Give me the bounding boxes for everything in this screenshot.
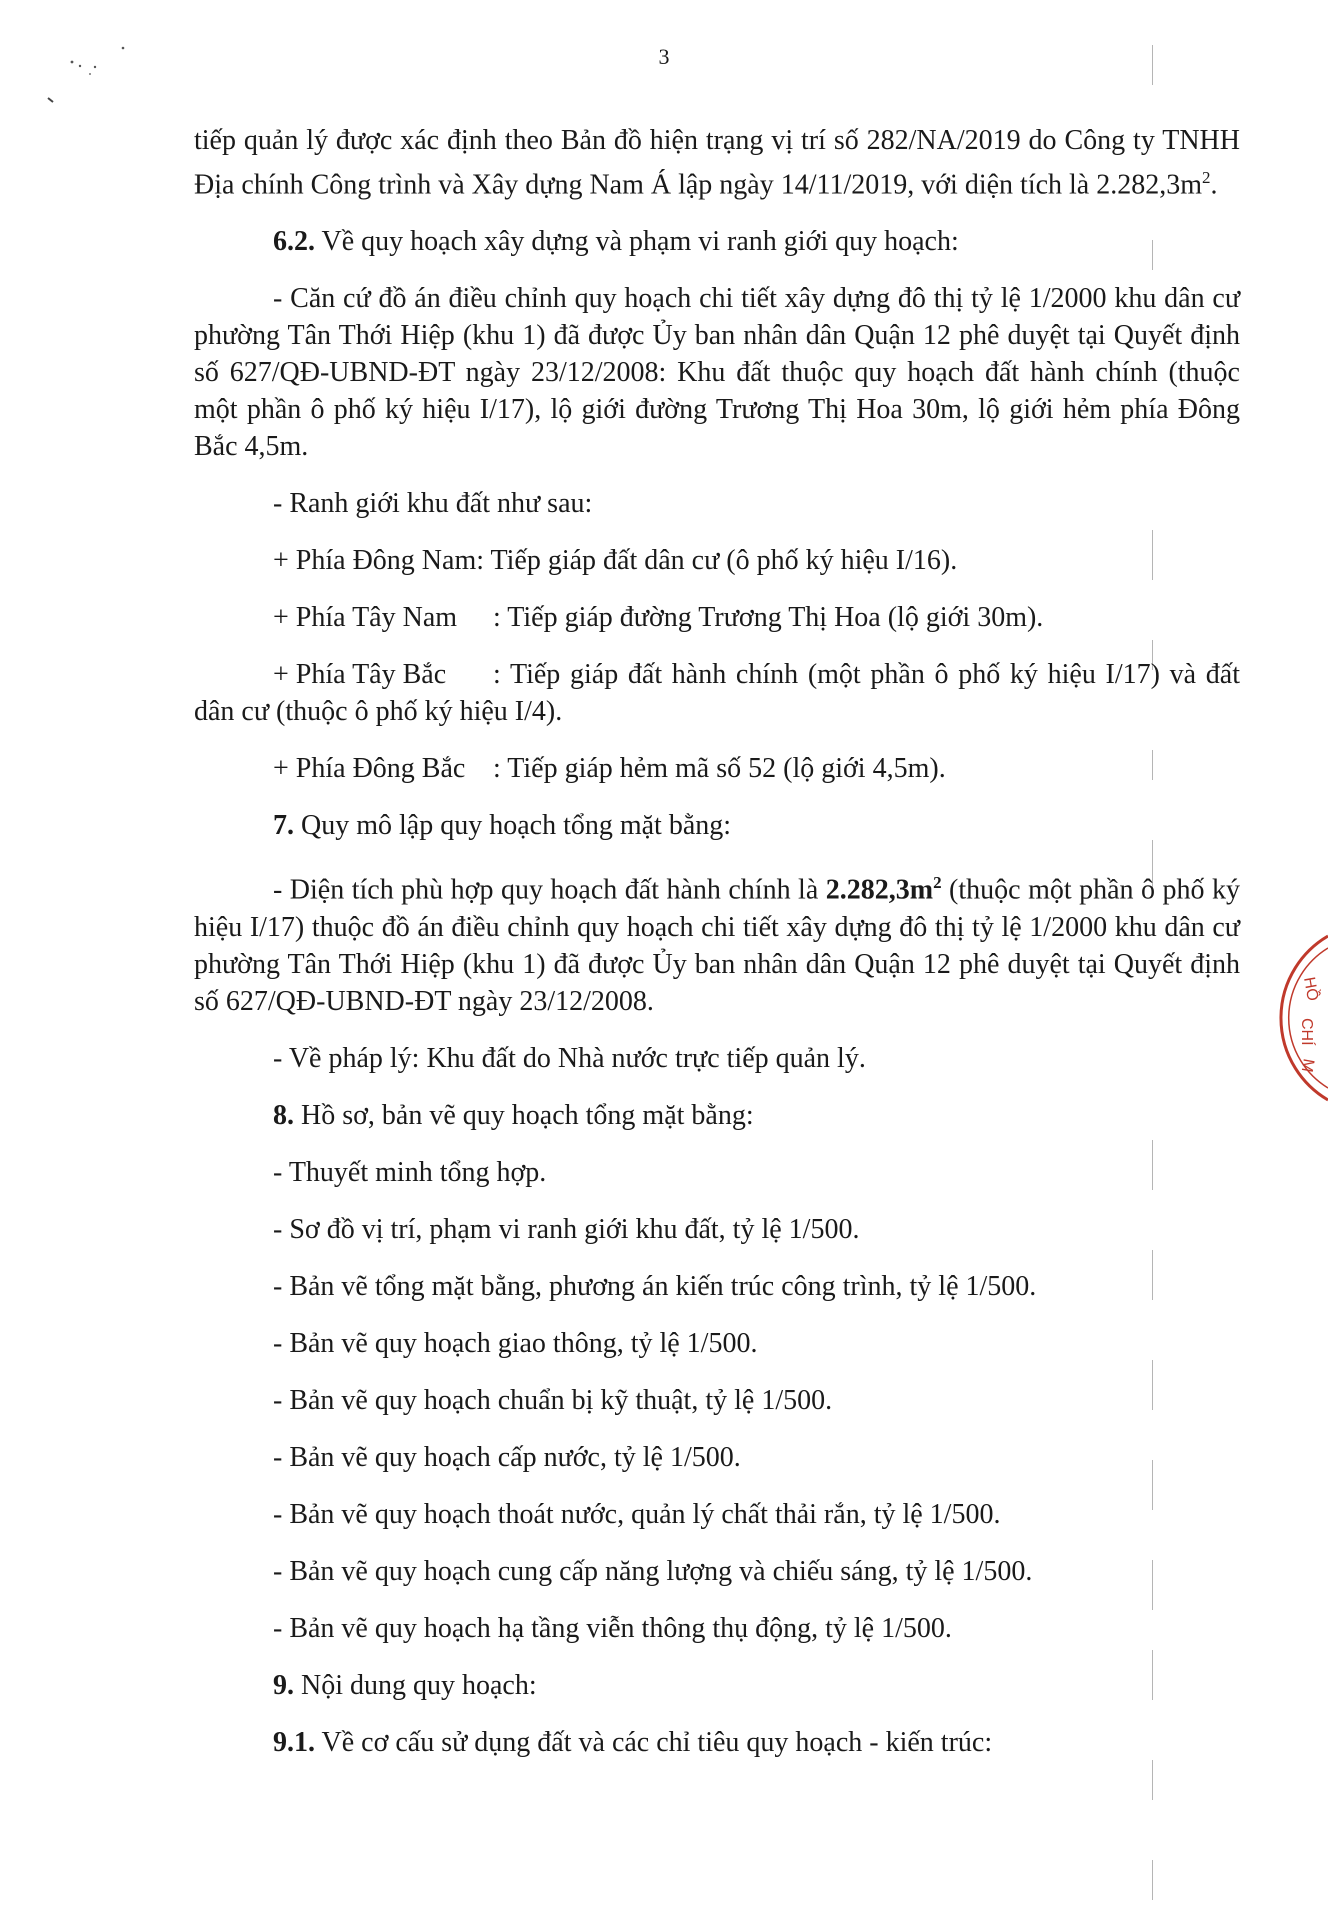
section-8-number: 8.	[273, 1099, 294, 1131]
section-9-1-title: Về cơ cấu sử dụng đất và các chỉ tiêu quy hoạch - kiến trúc:	[315, 1726, 993, 1758]
section-8-item: - Sơ đồ vị trí, phạm vi ranh giới khu đất, tỷ lệ 1/500.	[273, 1213, 860, 1245]
boundary-southeast	[194, 542, 1240, 579]
svg-text:M: M	[1297, 1057, 1317, 1074]
boundary-description: : Tiếp giáp hẻm mã số 52 (lộ giới 4,5m).	[493, 753, 946, 785]
boundary-description: : Tiếp giáp đường Trương Thị Hoa (lộ giới 30m).	[493, 602, 1044, 634]
section-6-2-title: Về quy hoạch xây dựng và phạm vi ranh giới quy hoạch:	[315, 226, 959, 258]
section-9-title: Nội dung quy hoạch:	[294, 1669, 537, 1701]
intro-paragraph	[194, 122, 1240, 203]
boundary-northwest	[194, 656, 1240, 730]
boundary-northeast	[194, 750, 1240, 787]
section-8-title: Hồ sơ, bản vẽ quy hoạch tổng mặt bằng:	[294, 1099, 754, 1131]
section-8-item: - Thuyết minh tổng hợp.	[273, 1156, 547, 1188]
section-7-legal: - Về pháp lý: Khu đất do Nhà nước trực tiếp quản lý.	[273, 1042, 866, 1074]
scan-margin-line	[1152, 1860, 1153, 1900]
boundary-direction: + Phía Tây Bắc	[273, 659, 447, 691]
boundary-direction: + Phía Đông Nam	[273, 545, 477, 577]
boundary-description: : Tiếp giáp đất dân cư (ô phố ký hiệu I/16).	[476, 545, 958, 577]
scan-margin-line	[1152, 1760, 1153, 1800]
boundary-southwest	[194, 599, 1240, 636]
section-7-heading	[194, 807, 1240, 844]
document-body	[194, 122, 1240, 1761]
section-7-text-b: (thuộc một phần ô phố ký hiệu I/17) thuộc đồ án điều chỉnh quy hoạch chi tiết xây dựng đô thị tỷ lệ 1/2000 khu dân cư phường Tân Thới Hiệp (khu 1) đã được Ủy ban nhân dân Quận 12 phê duyệt tại Quyết định số 627/QĐ-UBND-ĐT ngày 23/12/2008.	[194, 874, 1240, 1017]
section-9-1-number: 9.1.	[273, 1726, 315, 1758]
boundary-direction: + Phía Đông Bắc	[273, 753, 466, 785]
page-number: 3	[658, 44, 670, 69]
boundary-direction: + Phía Tây Nam	[273, 602, 458, 634]
section-6-2-number: 6.2.	[273, 226, 315, 258]
section-7-text-a: - Diện tích phù hợp quy hoạch đất hành chính là	[273, 874, 826, 906]
section-8-item: - Bản vẽ quy hoạch cung cấp năng lượng và chiếu sáng, tỷ lệ 1/500.	[273, 1555, 1033, 1587]
section-9-1-heading	[194, 1724, 1240, 1761]
intro-text: tiếp quản lý được xác định theo Bản đồ hiện trạng vị trí số 282/NA/2019 do Công ty TNHH Địa chính Công trình và Xây dựng Nam Á lập ngày 14/11/2019, với diện tích là 2.282,3m	[194, 125, 1240, 201]
boundary-title: - Ranh giới khu đất như sau:	[273, 488, 593, 520]
section-7-area-superscript: 2	[933, 873, 942, 893]
section-6-2-heading	[194, 223, 1240, 260]
intro-area-unit-superscript: 2	[1202, 168, 1211, 187]
section-8-item: - Bản vẽ quy hoạch hạ tầng viễn thông thụ động, tỷ lệ 1/500.	[273, 1612, 952, 1644]
section-8-item: - Bản vẽ tổng mặt bằng, phương án kiến trúc công trình, tỷ lệ 1/500.	[273, 1270, 1037, 1302]
section-8-item: - Bản vẽ quy hoạch cấp nước, tỷ lệ 1/500.	[273, 1441, 741, 1473]
section-7-area: 2.282,3m	[825, 874, 934, 906]
section-7-paragraph	[194, 864, 1240, 1019]
section-9-number: 9.	[273, 1669, 294, 1701]
section-7-number: 7.	[273, 810, 294, 842]
svg-text:CHÍ: CHÍ	[1298, 1018, 1315, 1046]
boundary-description: : Tiếp giáp đất hành chính (một phần ô phố ký hiệu I/17) và đất dân cư (thuộc ô phố ký hiệu I/4).	[194, 659, 1240, 728]
section-8-item: - Bản vẽ quy hoạch thoát nước, quản lý chất thải rắn, tỷ lệ 1/500.	[273, 1498, 1001, 1530]
section-8-item: - Bản vẽ quy hoạch giao thông, tỷ lệ 1/500.	[273, 1327, 758, 1359]
intro-end: .	[1210, 169, 1218, 201]
official-seal-stamp	[1278, 918, 1328, 1118]
section-8-heading	[194, 1097, 1240, 1134]
section-9-heading	[194, 1667, 1240, 1704]
section-8-item: - Bản vẽ quy hoạch chuẩn bị kỹ thuật, tỷ lệ 1/500.	[273, 1384, 833, 1416]
section-6-2-paragraph: - Căn cứ đồ án điều chỉnh quy hoạch chi tiết xây dựng đô thị tỷ lệ 1/2000 khu dân cư phường Tân Thới Hiệp (khu 1) đã được Ủy ban nhân dân Quận 12 phê duyệt tại Quyết định số 627/QĐ-UBND-ĐT ngày 23/12/2008: Khu đất thuộc quy hoạch đất hành chính (thuộc một phần ô phố ký hiệu I/17), lộ giới đường Trương Thị Hoa 30m, lộ giới hẻm phía Đông Bắc 4,5m.	[194, 283, 1240, 463]
svg-text:HỒ: HỒ	[1300, 975, 1321, 1003]
section-7-title: Quy mô lập quy hoạch tổng mặt bằng:	[294, 810, 732, 842]
